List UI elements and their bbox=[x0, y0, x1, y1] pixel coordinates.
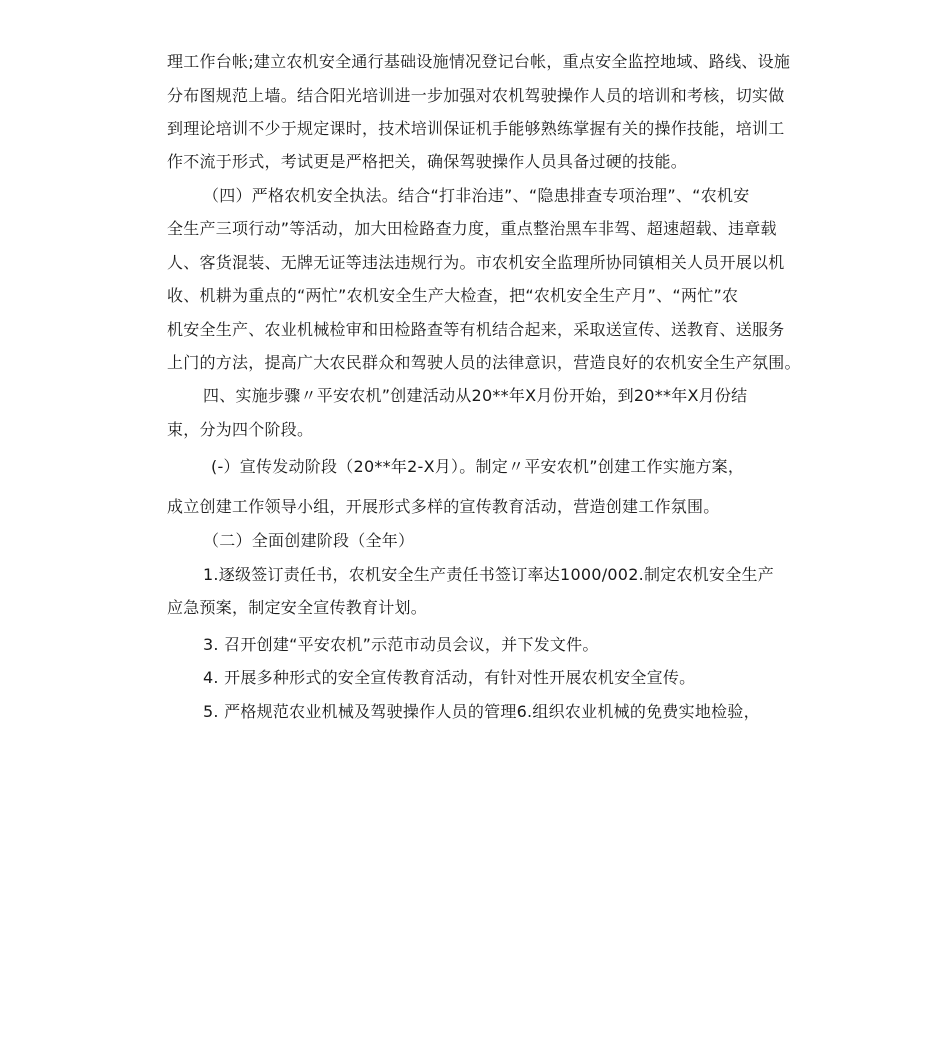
text-line: 全生产三项行动”等活动，加大田检路查力度，重点整治黑车非驾、超速超载、违章载 bbox=[167, 219, 777, 238]
list-item-3: 3. 召开创建“平安农机”示范市动员会议，并下发文件。 bbox=[203, 635, 599, 654]
list-item-1: 1.逐级签订责任书，农机安全生产责任书签订率达1000/002.制定农机安全生产 bbox=[203, 565, 775, 584]
list-item-4: 4. 开展多种形式的安全宣传教育活动，有针对性开展农机安全宣传。 bbox=[203, 668, 696, 687]
text-line: 应急预案，制定安全宣传教育计划。 bbox=[167, 598, 428, 617]
text-line: 作不流于形式，考试更是严格把关，确保驾驶操作人员具备过硬的技能。 bbox=[167, 152, 688, 171]
text-line: 机安全生产、农业机械检审和田检路查等有机结合起来，采取送宣传、送教育、送服务 bbox=[167, 320, 785, 339]
steps-heading-line: 四、实施步骤〃平安农机”创建活动从20**年X月份开始，到20**年X月份结 bbox=[203, 386, 748, 405]
list-item-5: 5. 严格规范农业机械及驾驶操作人员的管理6.组织农业机械的免费实地检验， bbox=[203, 702, 760, 721]
text-line: 理工作台帐;建立农机安全通行基础设施情况登记台帐，重点安全监控地域、路线、设施 bbox=[167, 52, 791, 71]
text-line: 上门的方法，提高广大农民群众和驾驶人员的法律意识，营造良好的农机安全生产氛围。 bbox=[167, 353, 801, 372]
stage-2-heading: （二）全面创建阶段（全年） bbox=[203, 531, 415, 550]
text-line: 束，分为四个阶段。 bbox=[167, 420, 314, 439]
text-line: 成立创建工作领导小组，开展形式多样的宣传教育活动，营造创建工作氛围。 bbox=[167, 497, 720, 516]
text-line: 收、机耕为重点的“两忙”农机安全生产大检查，把“农机安全生产月”、“两忙”农 bbox=[167, 286, 739, 305]
section-heading-4-line: （四）严格农机安全执法。结合“打非治违”、“隐患排查专项治理”、“农机安 bbox=[203, 186, 750, 205]
text-line: 人、客货混装、无牌无证等违法违规行为。市农机安全监理所协同镇相关人员开展以机 bbox=[167, 253, 785, 272]
stage-1-line: (-）宣传发动阶段（20**年2-X月）。制定〃平安农机”创建工作实施方案， bbox=[211, 457, 745, 476]
text-line: 分布图规范上墙。结合阳光培训进一步加强对农机驾驶操作人员的培训和考核，切实做 bbox=[167, 86, 785, 105]
text-line: 到理论培训不少于规定课时，技术培训保证机手能够熟练掌握有关的操作技能，培训工 bbox=[167, 119, 785, 138]
